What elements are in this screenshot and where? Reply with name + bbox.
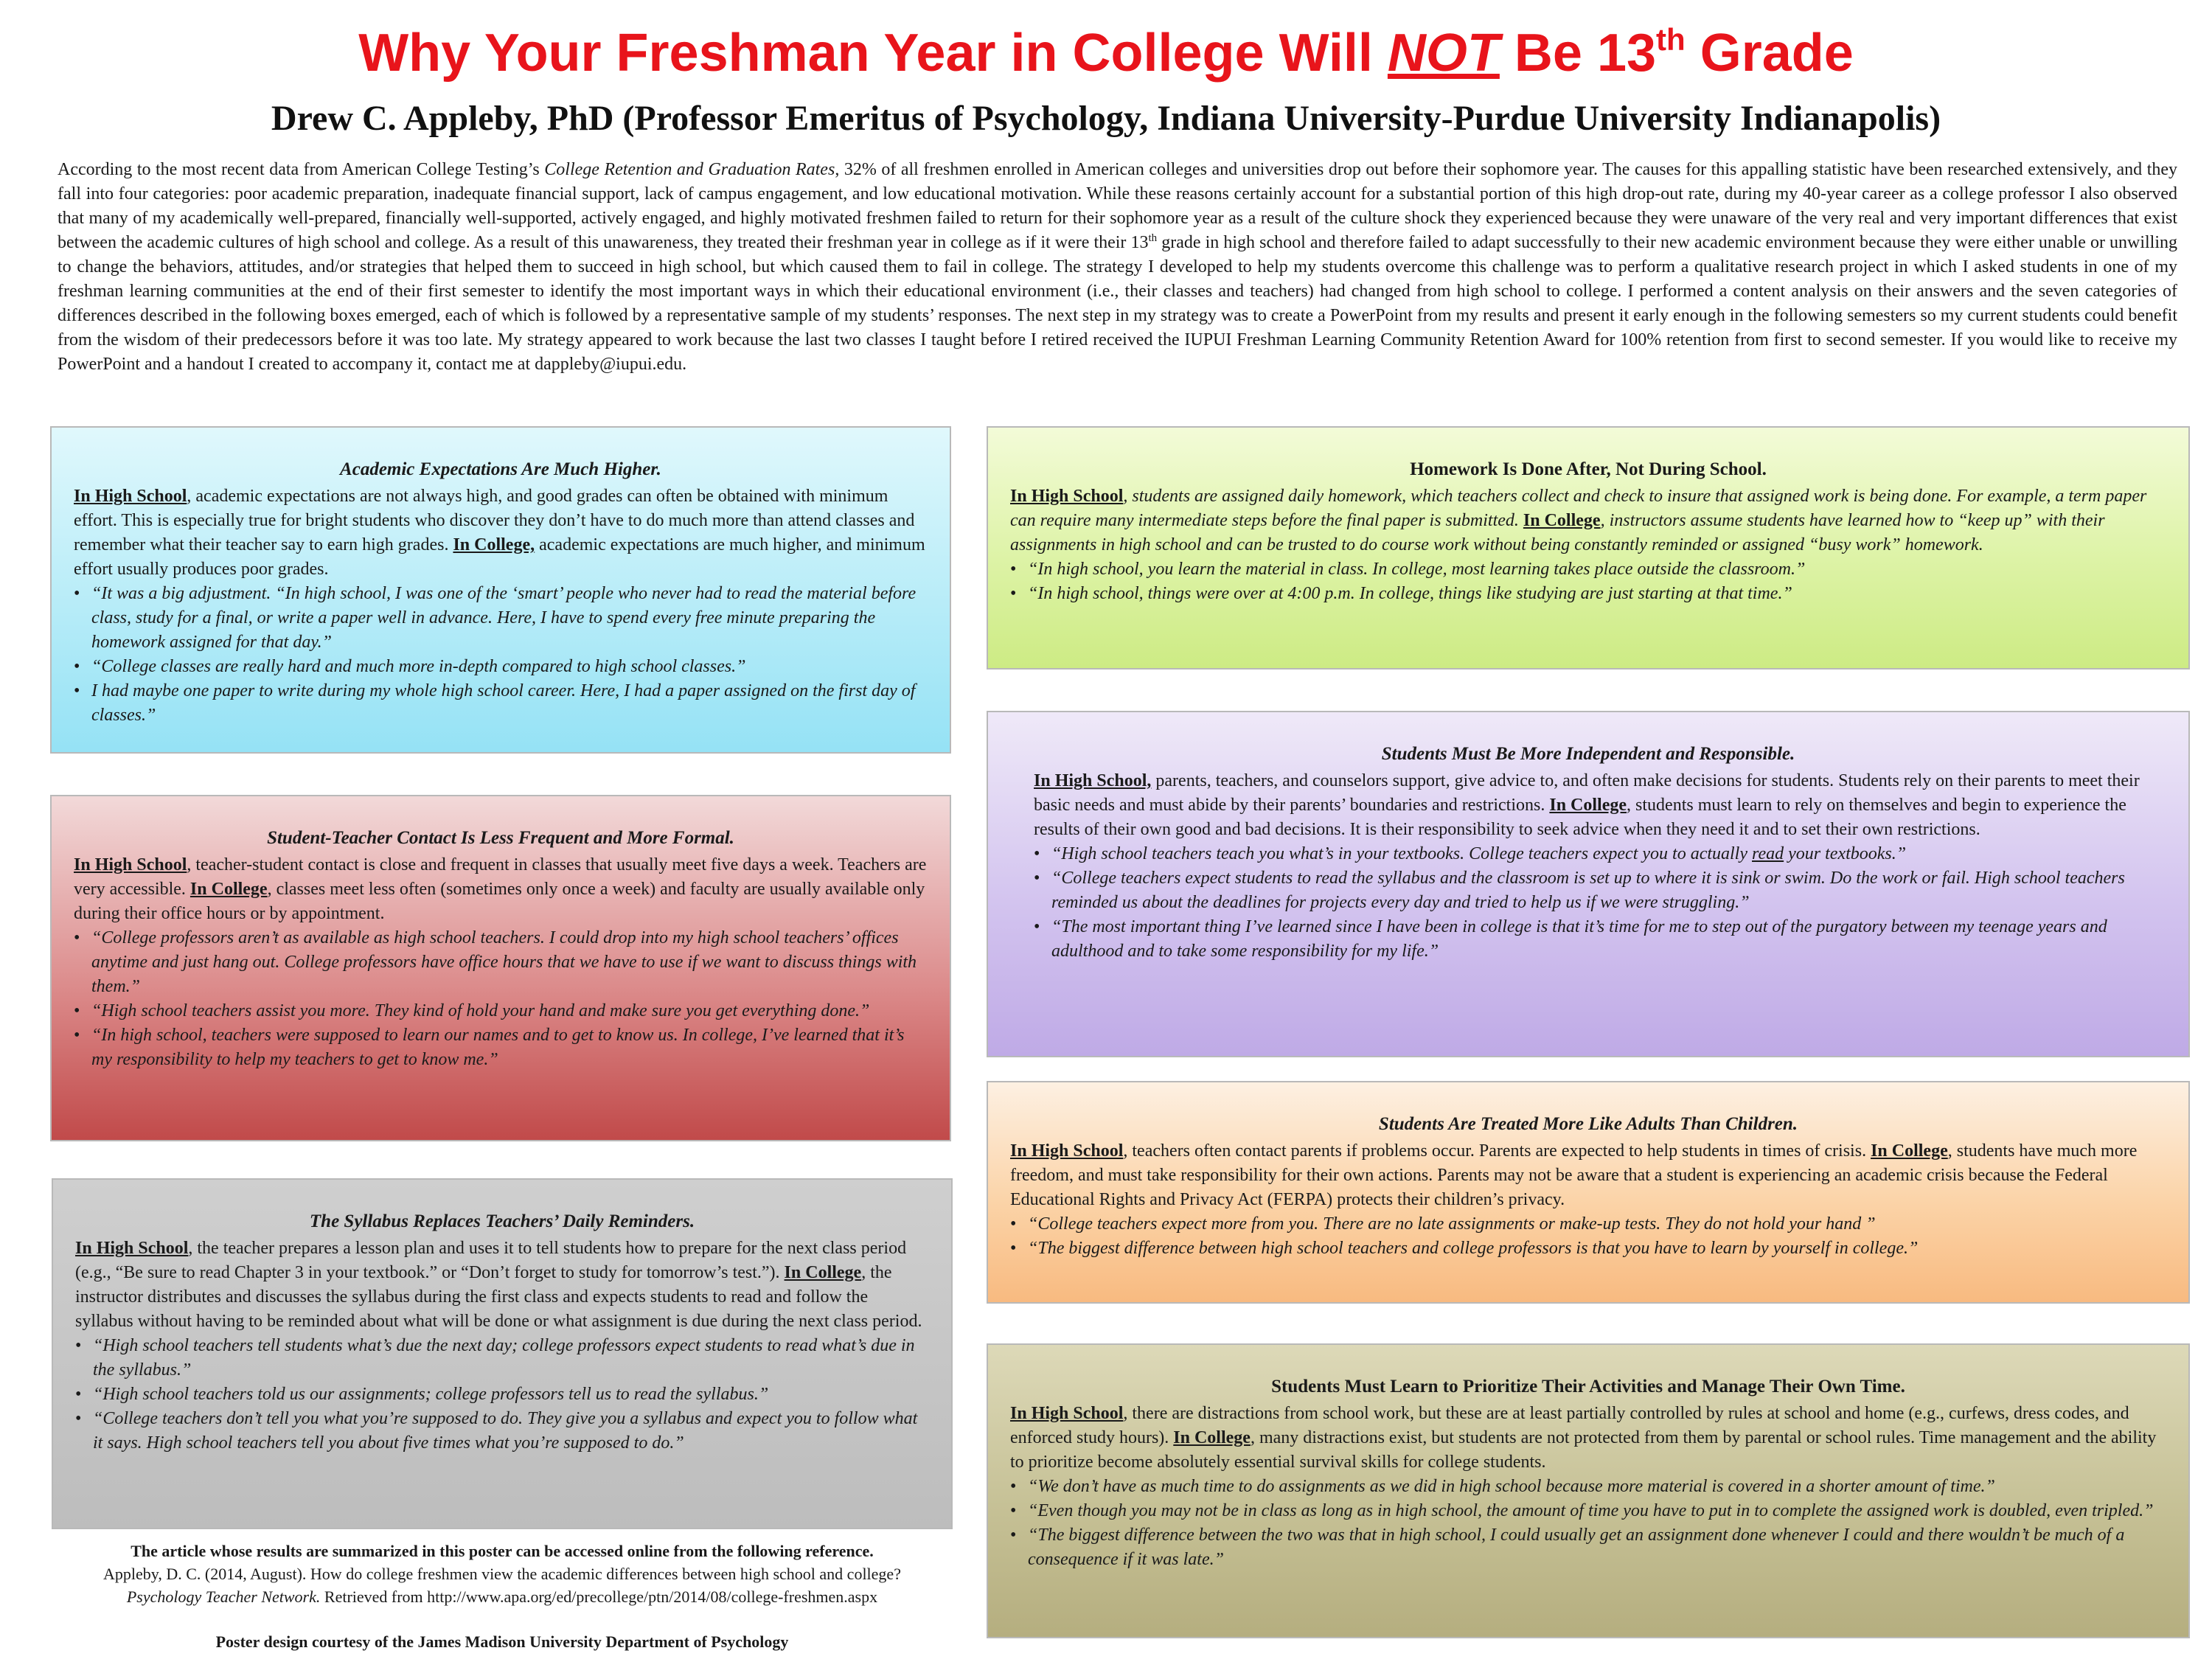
- high-school-text: , students are assigned daily homework, which teachers collect and check to insure that assigned work is being done. For example, a term paper can require many intermediate steps before the final paper is submitted.: [1010, 487, 2147, 530]
- box-heading: Students Are Treated More Like Adults Than Children.: [1378, 1114, 1798, 1134]
- college-label: In College: [1549, 796, 1627, 815]
- box-body: [75, 1237, 929, 1334]
- student-quote: • “The most important thing I’ve learned since I have been in college is that it’s time for me to step out of the purgatory between my teenage years and adulthood and to take some responsibility for my life.”: [1034, 915, 2166, 964]
- box-body: [1010, 1402, 2166, 1475]
- high-school-label: In High School: [74, 855, 187, 874]
- quote-list: [1010, 842, 2166, 964]
- box-independent-responsible: [987, 711, 2190, 1057]
- box-body: [1010, 769, 2166, 842]
- intro-paragraph: [58, 158, 2177, 377]
- box-heading: Student-Teacher Contact Is Less Frequent and More Formal.: [267, 828, 734, 848]
- student-quote: • “College professors aren’t as available as high school teachers. I could drop into my high school teachers’ offices anytime and just hang out. College professors have office hours that we have to use if we want to discuss things with them.”: [74, 926, 928, 999]
- college-text: , students have much more freedom, and must take responsibility for their own actions. Parents may not be aware that a student is experiencing an academic crisis because the Federal Educational Rights and Privacy Act (FERPA) protects their children’s privacy.: [1010, 1141, 2138, 1209]
- student-quote: • “In high school, teachers were supposed to learn our names and to get to know us. In college, I’ve learned that it’s my responsibility to help my teachers to get to know me.”: [74, 1023, 928, 1072]
- high-school-label: In High School: [75, 1239, 189, 1258]
- box-body: [1010, 1139, 2166, 1212]
- high-school-text: , academic expectations are not always high, and good grades can often be obtained with minimum effort. This is especially true for bright students who discover they don’t have to do much more than attend classes and remember what their teacher say to earn high grades.: [74, 487, 915, 554]
- high-school-text: , teacher-student contact is close and frequent in classes that usually meet five days a week. Teachers are very accessible.: [74, 855, 927, 899]
- college-label: In College: [1523, 511, 1601, 530]
- college-label: In College: [189, 880, 268, 899]
- high-school-text: , the teacher prepares a lesson plan and uses it to tell students how to prepare for the next class period (e.g., “Be sure to read Chapter 3 in your textbook.” or “Don’t forget to study for tomorrow’s test.”).: [75, 1239, 907, 1282]
- high-school-label: In High School: [1010, 1141, 1124, 1161]
- box-prioritize-time: [987, 1343, 2190, 1638]
- quote-list: [1010, 557, 2166, 606]
- reference-lead: The article whose results are summarized in this poster can be accessed online from the following reference.: [131, 1542, 874, 1560]
- box-student-teacher-contact: [50, 795, 951, 1141]
- student-quote: • “In high school, things were over at 4:00 p.m. In college, things like studying are just starting at that time.”: [1010, 582, 2166, 606]
- high-school-label: In High School: [1010, 1404, 1124, 1423]
- box-body: [1010, 484, 2166, 557]
- reference-citation: Appleby, D. C. (2014, August). How do college freshmen view the academic differences between high school and college?: [103, 1565, 901, 1583]
- student-quote: [1034, 842, 2166, 866]
- student-quote: • I had maybe one paper to write during my whole high school career. Here, I had a paper assigned on the first day of classes.”: [74, 679, 928, 728]
- student-quote: • “College teachers expect students to read the syllabus and the classroom is set up to where it is sink or swim. Do the work or fail. High school teachers reminded us about the deadlines for projects every day and tried to help us if we were struggling.”: [1034, 866, 2166, 915]
- student-quote: • “College teachers expect more from you. There are no late assignments or make-up tests. They do not hold your hand ”: [1010, 1212, 2166, 1237]
- student-quote: • “High school teachers told us our assignments; college professors tell us to read the syllabus.”: [75, 1382, 929, 1407]
- quote-part: your textbooks.”: [1784, 844, 1907, 863]
- quote-list: [74, 582, 928, 728]
- intro-text-1: According to the most recent data from American College Testing’s: [58, 160, 545, 179]
- college-text: academic expectations are much higher, and minimum effort usually produces poor grades.: [74, 535, 925, 579]
- poster-title: [0, 16, 2212, 90]
- college-label: In College,: [453, 535, 535, 554]
- box-heading: Homework Is Done After, Not During School.: [1410, 459, 1767, 479]
- box-body: [74, 853, 928, 926]
- college-text: , the instructor distributes and discusses the syllabus during the first class and expects students to read and follow the syllabus without having to be reminded about what will be done or what assignment is due during the next class period.: [75, 1263, 922, 1331]
- college-text: , classes meet less often (sometimes only once a week) and faculty are usually available only during their office hours or by appointment.: [74, 880, 925, 923]
- student-quote: • “The biggest difference between high school teachers and college professors is that you have to learn by yourself in college.”: [1010, 1237, 2166, 1261]
- high-school-text: , teachers often contact parents if problems occur. Parents are expected to help students in times of crisis.: [1123, 1141, 1871, 1161]
- student-quote: • “High school teachers assist you more. They kind of hold your hand and make sure you get everything done.”: [74, 999, 928, 1023]
- college-text: , instructors assume students have learned how to “keep up” with their assignments in high school and can be trusted to do course work without being constantly reminded or assigned “busy work” homework.: [1010, 511, 2105, 554]
- title-emphasis: NOT: [1387, 24, 1500, 83]
- quote-emphasis: read: [1752, 844, 1784, 863]
- box-treated-like-adults: [987, 1081, 2190, 1304]
- high-school-text: , there are distractions from school work, but these are at least partially controlled by rules at school and home (e.g., curfews, dress codes, and enforced study hours).: [1010, 1404, 2129, 1447]
- article-reference: [52, 1540, 953, 1608]
- intro-text-2: , 32% of all freshmen enrolled in American colleges and universities drop out before their sophomore year. The causes for this appalling statistic have been researched extensively, and they fall into four categories: poor academic preparation, inadequate financial support, lack of campus engagement, and low educational motivation. While these reasons certainly account for a substantial portion of this high drop-out rate, during my 40-year career as a college professor I also observed that many of my academically well-prepared, financially well-supported, actively engaged, and highly motivated freshmen failed to return for their sophomore year as a result of the culture shock they experienced because they were unaware of the very real and very important differences that exist between the academic cultures of high school and college. As a result of this unawareness, they treated their freshman year in college as if it were their 13: [58, 160, 2178, 252]
- title-part-3: Grade: [1685, 24, 1854, 83]
- title-part-2: Be 13: [1499, 24, 1657, 83]
- college-text: , students must learn to rely on themselves and begin to experience the results of their own good and bad decisions. It is their responsibility to seek advice when they need it and to set their own restrictions.: [1034, 796, 2126, 839]
- high-school-label: In High School,: [1034, 771, 1152, 790]
- intro-text-3: grade in high school and therefore failed to adapt successfully to their new academic environment because they were either unable or unwilling to change the behaviors, attitudes, and/or strategies that helped them to succeed in high school, but which caused them to fail in college. The strategy I developed to help my students overcome this challenge was to perform a qualitative research project in which I asked students in one of my freshman learning communities at the end of their first semester to identify the most important ways in which their educational environment (i.e., their classes and teachers) had changed from high school to college. I performed a content analysis on their answers and the seven categories of differences described in the following boxes emerged, each of which is followed by a representative sample of my students’ responses. The next step in my strategy was to create a PowerPoint from my results and present it early enough in the following semesters so my current students could benefit from the wisdom of their predecessors before it was too late. My strategy appeared to work because the last two classes I taught before I retired received the IUPUI Freshman Learning Community Retention Award for 100% retention from first to second semester. If you would like to receive my PowerPoint and a handout I created to accompany it, contact me at dappleby@iupui.edu.: [58, 233, 2178, 374]
- title-part-1: Why Your Freshman Year in College Will: [358, 24, 1388, 83]
- student-quote: • “Even though you may not be in class as long as in high school, the amount of time you have to put in to complete the assigned work is doubled, even tripled.”: [1010, 1499, 2166, 1523]
- college-label: In College: [1173, 1428, 1251, 1447]
- box-heading: Academic Expectations Are Much Higher.: [340, 459, 661, 479]
- quote-list: [1010, 1475, 2166, 1572]
- intro-superscript: th: [1148, 232, 1158, 244]
- box-academic-expectations: [50, 426, 951, 754]
- quote-list: [75, 1334, 929, 1455]
- quote-list: [74, 926, 928, 1072]
- student-quote: • “College classes are really hard and much more in-depth compared to high school classes.”: [74, 655, 928, 679]
- box-homework: [987, 426, 2190, 669]
- design-credit: Poster design courtesy of the James Madison University Department of Psychology: [215, 1632, 789, 1651]
- box-body: [74, 484, 928, 582]
- reference-source: [52, 1585, 953, 1608]
- student-quote: • “It was a big adjustment. “In high school, I was one of the ‘smart’ people who never had to read the material before class, study for a final, or write a paper well in advance. Here, I have to spend every free minute preparing the homework assigned for that day.”: [74, 582, 928, 655]
- box-syllabus: [52, 1178, 953, 1529]
- box-heading: Students Must Be More Independent and Responsible.: [1381, 744, 1795, 764]
- student-quote: • “College teachers don’t tell you what you’re supposed to do. They give you a syllabus and expect you to follow what it says. High school teachers tell you about five times what you’re supposed to do.”: [75, 1407, 929, 1455]
- box-heading: Students Must Learn to Prioritize Their Activities and Manage Their Own Time.: [1271, 1377, 1905, 1397]
- high-school-label: In High School: [1010, 487, 1124, 506]
- college-label: In College: [784, 1263, 862, 1282]
- high-school-text: parents, teachers, and counselors support, give advice to, and often make decisions for students. Students rely on their parents to meet their basic needs and must abide by their parents’ boundaries and restrictions.: [1034, 771, 2140, 815]
- author-line: Drew C. Appleby, PhD (Professor Emeritus of Psychology, Indiana University-Purdue University Indianapolis): [271, 99, 1941, 138]
- reference-url: Retrieved from http://www.apa.org/ed/precollege/ptn/2014/08/college-freshmen.aspx: [320, 1587, 878, 1606]
- box-heading: The Syllabus Replaces Teachers’ Daily Reminders.: [309, 1211, 695, 1231]
- quote-part: “High school teachers teach you what’s in your textbooks. College teachers expect you to actually: [1051, 844, 1753, 863]
- title-superscript: th: [1656, 22, 1686, 57]
- intro-source-title: College Retention and Graduation Rates: [544, 160, 835, 179]
- quote-list: [1010, 1212, 2166, 1261]
- student-quote: • “The biggest difference between the two was that in high school, I could usually get an assignment done whenever I could and there wouldn’t be much of a consequence if it was late.”: [1010, 1523, 2166, 1572]
- reference-journal: Psychology Teacher Network.: [126, 1587, 321, 1606]
- college-text: , many distractions exist, but students are not protected from them by parental or school rules. Time management and the ability to prioritize become absolutely essential survival skills for college students.: [1010, 1428, 2157, 1472]
- student-quote: • “In high school, you learn the material in class. In college, most learning takes place outside the classroom.”: [1010, 557, 2166, 582]
- high-school-label: In High School: [74, 487, 187, 506]
- student-quote: • “We don’t have as much time to do assignments as we did in high school because more material is covered in a shorter amount of time.”: [1010, 1475, 2166, 1499]
- student-quote: • “High school teachers tell students what’s due the next day; college professors expect students to read what’s due in the syllabus.”: [75, 1334, 929, 1382]
- college-label: In College: [1871, 1141, 1948, 1161]
